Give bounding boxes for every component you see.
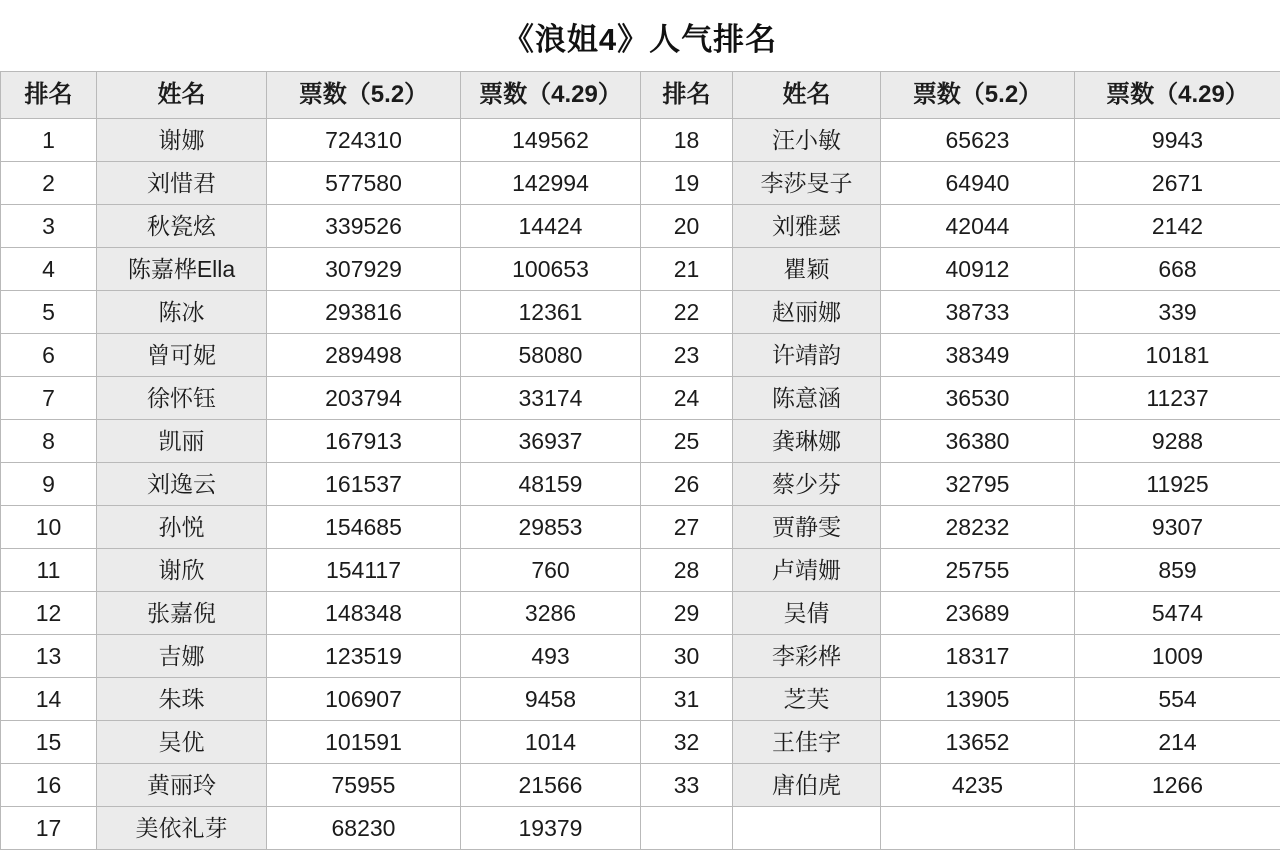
cell-votes-52-left: 148348 [267,592,461,635]
cell-votes-429-left: 3286 [461,592,641,635]
cell-rank-right: 26 [641,463,733,506]
cell-votes-52-right: 4235 [881,764,1075,807]
cell-votes-429-left: 48159 [461,463,641,506]
cell-votes-429-right: 9288 [1075,420,1280,463]
cell-votes-52-right: 13905 [881,678,1075,721]
cell-votes-429-right: 859 [1075,549,1280,592]
column-header-votes-52-right: 票数（5.2） [881,72,1075,119]
cell-votes-429-left: 760 [461,549,641,592]
cell-rank-left: 13 [1,635,97,678]
table-row [1,592,1280,635]
cell-votes-429-left: 21566 [461,764,641,807]
cell-votes-52-left: 724310 [267,119,461,162]
cell-rank-right: 22 [641,291,733,334]
cell-votes-52-left: 154117 [267,549,461,592]
cell-name-left: 刘惜君 [97,162,267,205]
cell-rank-right: 24 [641,377,733,420]
table-row [1,678,1280,721]
cell-rank-left: 2 [1,162,97,205]
cell-rank-left: 4 [1,248,97,291]
cell-votes-52-right: 25755 [881,549,1075,592]
table-row [1,635,1280,678]
cell-votes-52-right: 28232 [881,506,1075,549]
cell-name-left: 曾可妮 [97,334,267,377]
cell-votes-52-right: 36530 [881,377,1075,420]
cell-votes-52-left: 101591 [267,721,461,764]
cell-name-left: 美依礼芽 [97,807,267,850]
cell-rank-left: 12 [1,592,97,635]
table-row [1,721,1280,764]
cell-rank-right: 23 [641,334,733,377]
column-header-name-right: 姓名 [733,72,881,119]
cell-votes-429-right: 2671 [1075,162,1280,205]
cell-votes-52-left: 577580 [267,162,461,205]
cell-rank-left: 17 [1,807,97,850]
cell-name-right: 许靖韵 [733,334,881,377]
cell-rank-left: 7 [1,377,97,420]
cell-rank-left: 3 [1,205,97,248]
table-row [1,248,1280,291]
table-row [1,119,1280,162]
cell-rank-left: 1 [1,119,97,162]
table-row [1,291,1280,334]
cell-rank-right: 20 [641,205,733,248]
cell-votes-52-right: 23689 [881,592,1075,635]
cell-name-right: 李莎旻子 [733,162,881,205]
cell-name-right: 蔡少芬 [733,463,881,506]
table-row [1,807,1280,850]
cell-votes-52-left: 167913 [267,420,461,463]
cell-votes-429-left: 1014 [461,721,641,764]
cell-name-left: 凯丽 [97,420,267,463]
table-row [1,549,1280,592]
cell-rank-left: 5 [1,291,97,334]
cell-rank-right: 28 [641,549,733,592]
column-header-votes-52-left: 票数（5.2） [267,72,461,119]
cell-votes-52-left: 203794 [267,377,461,420]
cell-name-right [733,807,881,850]
cell-votes-429-left: 9458 [461,678,641,721]
cell-rank-left: 16 [1,764,97,807]
cell-name-right: 龚琳娜 [733,420,881,463]
cell-votes-52-left: 75955 [267,764,461,807]
cell-votes-429-left: 29853 [461,506,641,549]
column-header-name-left: 姓名 [97,72,267,119]
table-row [1,764,1280,807]
cell-votes-52-right: 13652 [881,721,1075,764]
column-header-votes-429-right: 票数（4.29） [1075,72,1280,119]
cell-votes-52-left: 307929 [267,248,461,291]
cell-votes-429-right: 5474 [1075,592,1280,635]
table-row [1,506,1280,549]
cell-rank-right: 18 [641,119,733,162]
cell-votes-429-left: 12361 [461,291,641,334]
cell-name-left: 秋瓷炫 [97,205,267,248]
table-row [1,420,1280,463]
cell-rank-right: 32 [641,721,733,764]
header-row [1,72,1280,119]
cell-rank-left: 11 [1,549,97,592]
cell-name-right: 唐伯虎 [733,764,881,807]
cell-votes-429-left: 149562 [461,119,641,162]
cell-name-right: 瞿颖 [733,248,881,291]
cell-votes-429-right: 2142 [1075,205,1280,248]
column-header-votes-429-left: 票数（4.29） [461,72,641,119]
cell-votes-52-left: 289498 [267,334,461,377]
cell-votes-52-right: 65623 [881,119,1075,162]
column-header-rank-left: 排名 [1,72,97,119]
cell-votes-52-left: 68230 [267,807,461,850]
cell-name-right: 吴倩 [733,592,881,635]
cell-name-left: 谢娜 [97,119,267,162]
cell-votes-429-right: 9943 [1075,119,1280,162]
cell-rank-right: 25 [641,420,733,463]
cell-votes-429-left: 19379 [461,807,641,850]
cell-name-right: 贾静雯 [733,506,881,549]
table-row [1,463,1280,506]
cell-votes-52-right: 38733 [881,291,1075,334]
cell-name-left: 陈嘉桦Ella [97,248,267,291]
cell-votes-429-right: 339 [1075,291,1280,334]
cell-name-right: 刘雅瑟 [733,205,881,248]
cell-votes-52-right: 32795 [881,463,1075,506]
cell-name-right: 李彩桦 [733,635,881,678]
cell-votes-52-left: 106907 [267,678,461,721]
cell-votes-429-left: 33174 [461,377,641,420]
cell-votes-52-right: 38349 [881,334,1075,377]
cell-rank-left: 14 [1,678,97,721]
cell-name-left: 陈冰 [97,291,267,334]
cell-votes-429-left: 100653 [461,248,641,291]
cell-votes-52-right: 40912 [881,248,1075,291]
cell-name-left: 徐怀钰 [97,377,267,420]
cell-votes-429-left: 36937 [461,420,641,463]
cell-rank-left: 8 [1,420,97,463]
cell-name-left: 刘逸云 [97,463,267,506]
cell-votes-429-right: 214 [1075,721,1280,764]
cell-rank-right: 27 [641,506,733,549]
cell-name-right: 卢靖姗 [733,549,881,592]
cell-rank-right: 21 [641,248,733,291]
cell-votes-429-left: 14424 [461,205,641,248]
cell-votes-52-left: 154685 [267,506,461,549]
cell-rank-right: 33 [641,764,733,807]
cell-votes-429-right: 554 [1075,678,1280,721]
cell-name-left: 朱珠 [97,678,267,721]
cell-votes-429-right: 668 [1075,248,1280,291]
cell-rank-right: 29 [641,592,733,635]
cell-votes-429-right [1075,807,1280,850]
cell-name-left: 孙悦 [97,506,267,549]
cell-votes-52-right: 36380 [881,420,1075,463]
cell-votes-52-left: 293816 [267,291,461,334]
page-title: 《浪姐4》人气排名 [0,0,1280,71]
cell-votes-52-right [881,807,1075,850]
cell-votes-429-right: 9307 [1075,506,1280,549]
cell-name-right: 赵丽娜 [733,291,881,334]
cell-votes-429-right: 11237 [1075,377,1280,420]
cell-votes-429-left: 493 [461,635,641,678]
cell-rank-left: 10 [1,506,97,549]
cell-name-left: 黄丽玲 [97,764,267,807]
cell-votes-429-right: 1009 [1075,635,1280,678]
cell-votes-429-left: 58080 [461,334,641,377]
cell-votes-429-left: 142994 [461,162,641,205]
cell-rank-left: 6 [1,334,97,377]
cell-votes-52-left: 161537 [267,463,461,506]
cell-votes-429-right: 11925 [1075,463,1280,506]
table-body [1,119,1280,850]
cell-rank-right: 30 [641,635,733,678]
cell-rank-right [641,807,733,850]
column-header-rank-right: 排名 [641,72,733,119]
table-row [1,334,1280,377]
cell-name-left: 吴优 [97,721,267,764]
table-row [1,205,1280,248]
cell-votes-52-left: 339526 [267,205,461,248]
cell-rank-right: 19 [641,162,733,205]
table-row [1,377,1280,420]
cell-votes-429-right: 10181 [1075,334,1280,377]
cell-name-left: 张嘉倪 [97,592,267,635]
cell-votes-52-right: 64940 [881,162,1075,205]
cell-name-right: 芝芙 [733,678,881,721]
table-row [1,162,1280,205]
cell-votes-52-right: 18317 [881,635,1075,678]
cell-name-right: 王佳宇 [733,721,881,764]
cell-name-right: 陈意涵 [733,377,881,420]
cell-rank-left: 15 [1,721,97,764]
popularity-ranking-table [0,71,1280,850]
cell-name-left: 谢欣 [97,549,267,592]
cell-name-left: 吉娜 [97,635,267,678]
cell-votes-52-left: 123519 [267,635,461,678]
cell-rank-left: 9 [1,463,97,506]
cell-votes-429-right: 1266 [1075,764,1280,807]
cell-rank-right: 31 [641,678,733,721]
table-header [1,72,1280,119]
cell-name-right: 汪小敏 [733,119,881,162]
cell-votes-52-right: 42044 [881,205,1075,248]
